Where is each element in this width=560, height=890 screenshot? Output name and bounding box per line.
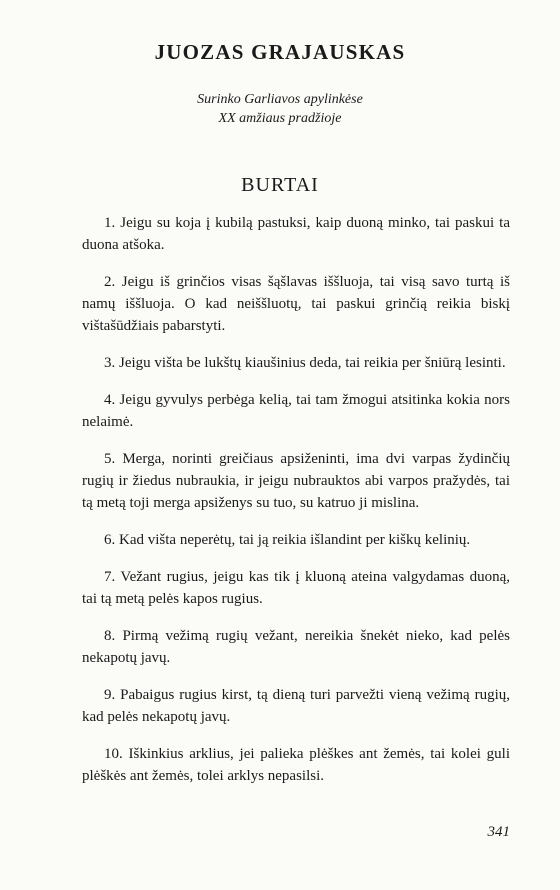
list-item: 6. Kad višta neperėtų, tai ją reikia išlandint per kiškų kelinių. [104, 532, 471, 548]
subtitle-line-1: Surinko Garliavos apylinkėse [197, 92, 363, 107]
page-number: 341 [487, 824, 510, 840]
list-item: 4. Jeigu gyvulys perbėga kelią, tai tam žmogui atsitinka kokia nors nelaimė. [82, 392, 510, 430]
list-item: 5. Merga, norinti greičiaus apsiženinti, ima dvi varpas žydinčių rugių ir žiedus nubraukia, ir jeigu nubrauktos abi varpos pražydės, tai tą metą toji merga apsiženys su tuo, su katruo ji mislina. [82, 451, 510, 511]
list-item: 1. Jeigu su koja į kubilą pastuksi, kaip duoną minko, tai paskui ta duona atšoka. [82, 215, 510, 253]
collection-subtitle [0, 90, 560, 128]
author-heading: JUOZAS GRAJAUSKAS [154, 40, 406, 64]
list-item: 2. Jeigu iš grinčios visas šąšlavas iššluoja, tai visą savo turtą iš namų iššluoja. O kad neiššluotų, tai paskui grinčią reikia biskį vištašūdžiais pabarstyti. [82, 274, 510, 334]
list-item: 8. Pirmą vežimą rugių vežant, nereikia šnekėt nieko, kad pelės nekapotų javų. [82, 628, 510, 666]
section-title: BURTAI [241, 174, 319, 196]
list-item: 3. Jeigu višta be lukštų kiaušinius deda, tai reikia per šniūrą lesinti. [104, 355, 506, 371]
list-item: 10. Iškinkius arklius, jei palieka plėškes ant žemės, tai kolei guli plėškės ant žemės, tolei arklys nepasilsi. [82, 746, 510, 784]
superstition-list [82, 212, 510, 787]
subtitle-line-2: XX amžiaus pradžioje [218, 111, 342, 126]
list-item: 7. Vežant rugius, jeigu kas tik į kluoną ateina valgydamas duoną, tai tą metą pelės kapos rugius. [82, 569, 510, 607]
list-item: 9. Pabaigus rugius kirst, tą dieną turi parvežti vieną vežimą rugių, kad pelės nekapotų javų. [82, 687, 510, 725]
